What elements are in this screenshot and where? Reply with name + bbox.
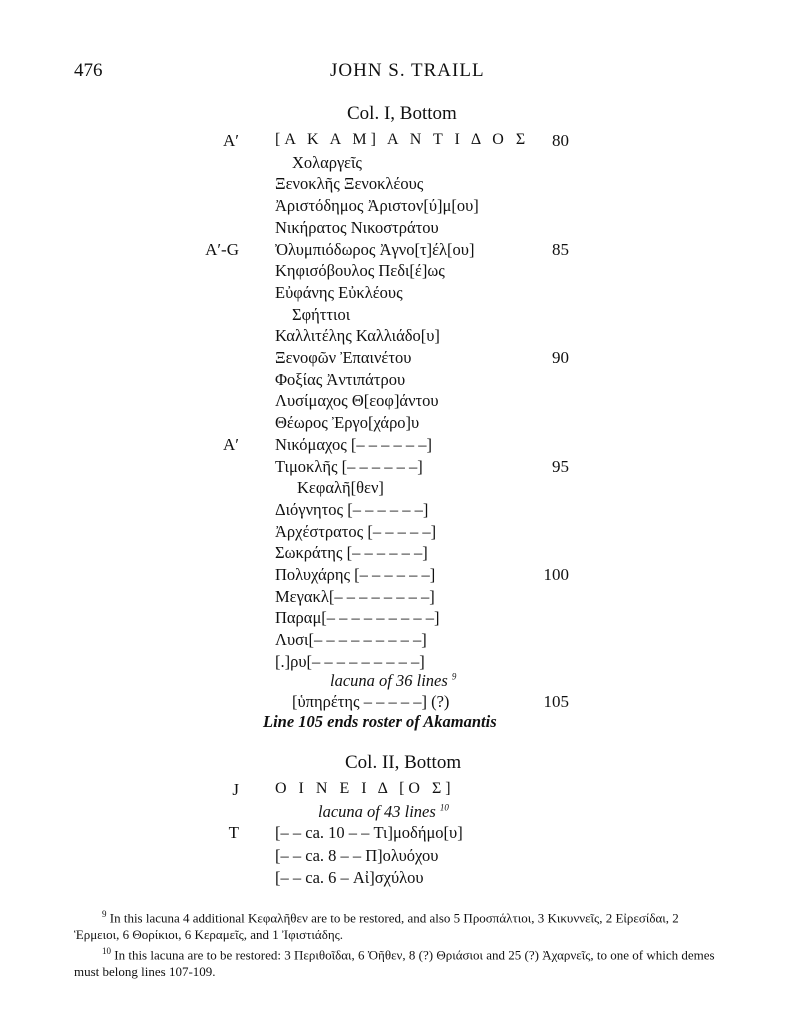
roster-name: Σφήττιοι: [292, 304, 351, 324]
roster-line: [0, 630, 789, 652]
line-number: 105: [543, 692, 569, 711]
roster-name: Μεγακλ[– – – – – – – –]: [275, 586, 435, 606]
roster-name: [– – ca. 8 – – Π]ολυόχου: [275, 845, 439, 865]
col2-title-row: [0, 780, 789, 802]
roster-line: [0, 283, 789, 305]
hyperetes-text: [ὑπηρέτης – – – – –] (?): [292, 692, 450, 711]
col1-hyperetes-row: [0, 692, 789, 714]
roster-name: Ξενοφῶν Ἐπαινέτου: [275, 348, 412, 367]
running-head: JOHN S. TRAILL: [330, 60, 485, 81]
marginal-mark: A′: [223, 131, 239, 150]
roster-line: [0, 348, 789, 370]
col1-lacuna: [0, 671, 789, 693]
roster-name: [Α Κ Α Μ] Α Ν Τ Ι Δ Ο Σ: [275, 131, 530, 148]
roster-name: Λυσίμαχος Θ[εοφ]άντου: [275, 391, 439, 411]
col2-title-mark: J: [232, 780, 239, 799]
roster-line: [0, 846, 789, 868]
roster-name: [.]ρυ[– – – – – – – – –]: [275, 651, 425, 671]
roster-line: [0, 565, 789, 587]
roster-name: Κηφισόβουλος Πεδι[έ]ως: [275, 261, 445, 281]
roster-line: [0, 196, 789, 218]
roster-name: Πολυχάρης [– – – – – –]: [275, 565, 436, 584]
col1-roster-end: [0, 712, 789, 734]
roster-name: Φοξίας Ἀντιπάτρου: [275, 369, 406, 389]
roster-line: [0, 587, 789, 609]
roster-name: Λυσι[– – – – – – – – –]: [275, 630, 427, 650]
roster-name: [– – ca. 6 – Αἰ]σχύλου: [275, 868, 424, 887]
roster-name: Ξενοκλῆς Ξενοκλέους: [275, 174, 424, 194]
col2-heading: Col. II, Bottom: [345, 752, 462, 773]
marginal-mark: A′: [223, 434, 239, 454]
footnote-10: [74, 943, 724, 980]
marginal-mark: T: [228, 823, 239, 842]
line-number: 95: [552, 456, 569, 476]
roster-line: [0, 868, 789, 890]
roster-line: [0, 261, 789, 283]
roster-name: Παραμ[– – – – – – – – –]: [275, 608, 440, 628]
roster-line: [0, 305, 789, 327]
roster-name: Εὐφάνης Εὐκλέους: [275, 282, 403, 302]
footnote-ref: 9: [451, 671, 457, 682]
roster-name: Διόγνητος [– – – – – –]: [275, 499, 429, 519]
roster-end-text: Line 105 ends roster of Akamantis: [263, 712, 497, 731]
col2-title: Ο Ι Ν Ε Ι Δ [Ο Σ]: [275, 780, 455, 797]
roster-name: Καλλιτέλης Καλλιάδο[υ]: [275, 326, 440, 346]
roster-line: [0, 823, 789, 845]
col1-heading: Col. I, Bottom: [347, 103, 457, 124]
col2-lacuna: [0, 802, 789, 824]
roster-line: [0, 500, 789, 522]
roster-name: Ὀλυμπιόδωρος Ἀγνο[τ]έλ[ου]: [275, 239, 475, 259]
roster-line: [0, 218, 789, 240]
roster-name: Νικήρατος Νικοστράτου: [275, 217, 439, 237]
roster-line: [0, 174, 789, 196]
line-number: 80: [552, 131, 569, 150]
roster-name: Σωκράτης [– – – – – –]: [275, 543, 428, 563]
lacuna-text: lacuna of 43 lines: [318, 802, 436, 821]
roster-line: [0, 608, 789, 630]
footnote-text: In this lacuna are to be restored: 3 Περιθοῖδαι, 6 Ὀῆθεν, 8 (?) Θριάσιοι and 25 (?) Ἀχαρνεῖς, to one of which demes must belong lines 107-109.: [74, 947, 715, 980]
roster-line: [0, 543, 789, 565]
roster-line: [0, 391, 789, 413]
roster-name: Τιμοκλῆς [– – – – – –]: [275, 456, 423, 476]
roster-line: [0, 153, 789, 175]
footnote-ref: 10: [439, 802, 449, 813]
roster-line: [0, 457, 789, 479]
roster-name: Θέωρος Ἐργο[χάρο]υ: [275, 413, 420, 433]
roster-name: [– – ca. 10 – – Τι]μοδήμο[υ]: [275, 823, 463, 842]
roster-name: Χολαργεῖς: [292, 152, 362, 172]
footnote-9: [74, 906, 724, 943]
roster-line: [0, 522, 789, 544]
footnote-mark: 9: [102, 909, 107, 919]
roster-line: [0, 413, 789, 435]
roster-line: [0, 370, 789, 392]
roster-line: [0, 326, 789, 348]
roster-line: [0, 478, 789, 500]
roster-name: Κεφαλῆ[θεν]: [297, 478, 384, 498]
footnote-mark: 10: [102, 946, 111, 956]
line-number: 85: [552, 239, 569, 259]
roster-name: Ἀριστόδημος Ἀριστον[ύ]μ[ου]: [275, 196, 479, 216]
line-number: 100: [543, 565, 569, 584]
page-number: 476: [74, 60, 103, 81]
line-number: 90: [552, 348, 569, 367]
roster-line: [0, 131, 789, 153]
roster-line: [0, 435, 789, 457]
footnote-text: In this lacuna 4 additional Κεφαλῆθεν are to be restored, and also 5 Προσπάλτιοι, 3 Κικυννεῖς, 2 Εἰρεσίδαι, 2 Ἑρμειοι, 6 Θορίκιοι, 6 Κεραμεῖς, and 1 Ἰφιστιάδης.: [74, 910, 679, 943]
roster-name: Ἀρχέστρατος [– – – – –]: [275, 521, 437, 541]
lacuna-text: lacuna of 36 lines: [330, 671, 448, 690]
marginal-mark: A′-G: [205, 239, 239, 259]
roster-line: [0, 240, 789, 262]
roster-name: Νικόμαχος [– – – – – –]: [275, 434, 433, 454]
